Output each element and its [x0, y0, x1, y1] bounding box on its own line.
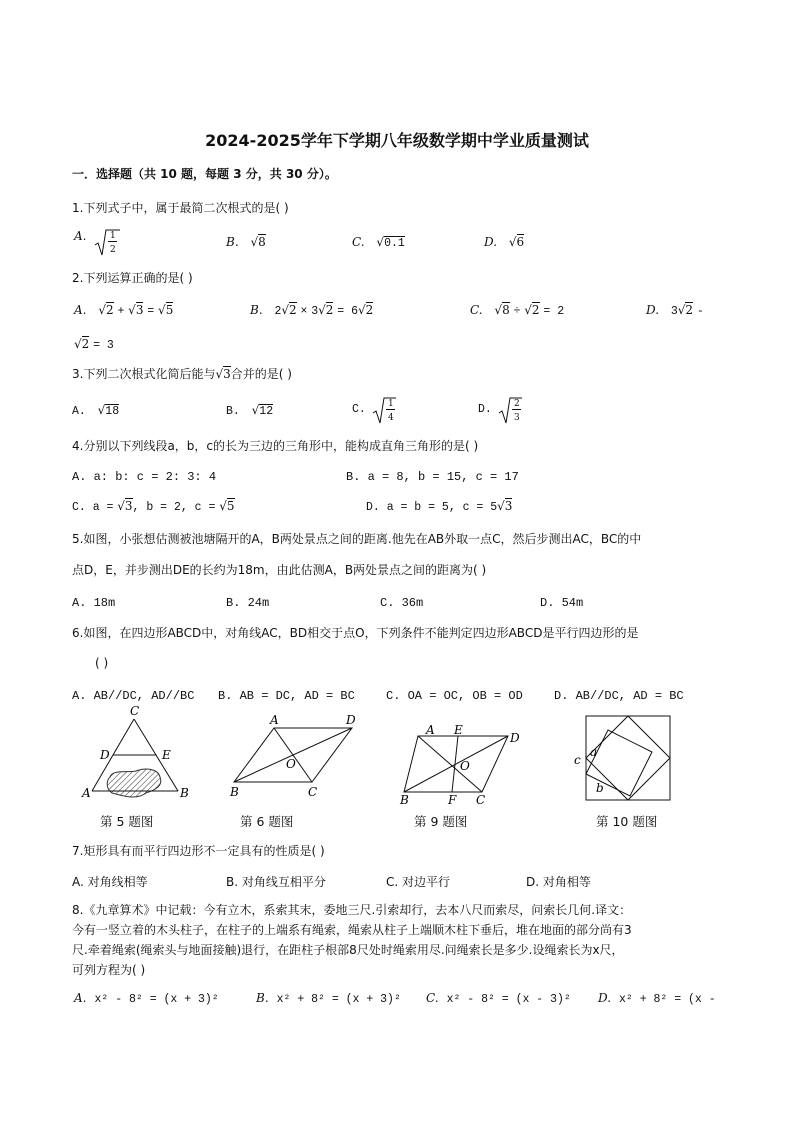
- option-letter: C.: [352, 403, 366, 416]
- figure-q9-caption: 第 9 题图: [414, 814, 468, 829]
- q7-stem: 7.矩形具有而平行四边形不一定具有的性质是( ): [72, 844, 325, 858]
- q5-option-d[interactable]: D. 54m: [540, 596, 584, 610]
- operator: -: [696, 305, 704, 318]
- q8-option-c[interactable]: [426, 990, 571, 1008]
- radicand: 0.1: [384, 237, 405, 250]
- q2-option-d[interactable]: D. 3√2 -: [646, 303, 704, 318]
- q4-option-c[interactable]: C. a = √3, b = 2, c = √5: [72, 499, 235, 514]
- q3-option-b[interactable]: B. √12: [226, 403, 274, 418]
- label-c: C: [476, 793, 486, 807]
- fraction-numerator: 2: [514, 399, 520, 409]
- q1-option-a[interactable]: [74, 228, 116, 255]
- figure-q9-parallelogram: [396, 720, 526, 810]
- label-o: O: [460, 759, 470, 773]
- q8-line-2: 今有一竖立着的木头柱子，在柱子的上端系有绳索，绳索从柱子上端顺木柱下垂后，堆在地面的部分尚有3: [72, 923, 632, 937]
- q6-line-2: ( ): [95, 656, 109, 670]
- figure-q6-parallelogram: [226, 712, 366, 802]
- equation: x² + 8² = (x + 3)²: [276, 993, 401, 1006]
- q1-option-b[interactable]: [226, 234, 266, 250]
- label-e: E: [162, 748, 171, 762]
- fraction-denominator: 3: [514, 413, 520, 423]
- operator: = 3: [93, 339, 114, 352]
- label-c: c: [574, 753, 581, 767]
- coefficient: 3: [311, 305, 319, 318]
- q8-option-a[interactable]: [74, 990, 219, 1008]
- radicand: 2: [81, 337, 90, 351]
- fraction-denominator: 4: [388, 413, 394, 423]
- radicand: 3: [135, 303, 144, 317]
- option-letter: A.: [72, 405, 86, 418]
- q1-stem: 1.下列式子中，属于最简二次根式的是( ): [72, 201, 289, 215]
- q8-line-3: 尺.牵着绳索(绳索头与地面接触)退行，在距柱子根部8尺处时绳索用尽.问绳索长是多少.设绳索长为x尺，: [72, 943, 624, 957]
- label-a: A: [270, 713, 279, 727]
- radicand: 6: [516, 235, 525, 249]
- q8-option-b[interactable]: [256, 990, 401, 1008]
- option-letter: A.: [74, 991, 87, 1005]
- operator: +: [117, 305, 125, 318]
- fraction-numerator: 1: [388, 399, 394, 409]
- radicand: 2: [365, 303, 374, 317]
- option-text: , b = 2, c =: [132, 501, 216, 514]
- label-b: B: [400, 793, 409, 807]
- option-letter: D.: [484, 235, 498, 249]
- q8-line-4: 可列方程为( ): [72, 963, 146, 977]
- option-letter: A.: [74, 229, 87, 243]
- figure-q10-square: [570, 712, 680, 810]
- q4-option-a[interactable]: A. a: b: c = 2: 3: 4: [72, 470, 217, 484]
- label-b: b: [596, 781, 604, 795]
- q6-option-d[interactable]: D. AB//DC, AD = BC: [554, 689, 684, 703]
- option-letter: B.: [226, 405, 240, 418]
- q3-stem: 3.下列二次根式化简后能与√3合并的是( ): [72, 367, 292, 381]
- radical-sign-icon: √: [508, 235, 517, 249]
- q4-option-d[interactable]: D. a = b = 5, c = 5√3: [366, 499, 513, 514]
- radicand: 2: [105, 303, 114, 317]
- option-letter: A.: [74, 303, 87, 317]
- label-d: D: [346, 713, 356, 727]
- stem-text: 3.下列二次根式化简后能与: [72, 367, 216, 381]
- q6-option-b[interactable]: B. AB = DC, AD = BC: [218, 689, 355, 703]
- label-e: E: [454, 723, 463, 737]
- label-d: D: [100, 748, 110, 762]
- option-letter: B.: [250, 303, 263, 317]
- q2-option-a[interactable]: A. √2 + √3 = √5: [74, 303, 174, 318]
- q5-option-b[interactable]: B. 24m: [226, 596, 270, 610]
- figure-q5-caption: 第 5 题图: [100, 814, 154, 829]
- radical-sign-icon: √: [376, 235, 385, 249]
- section-heading: 一．选择题（共 10 题，每题 3 分，共 30 分）。: [72, 167, 337, 181]
- equation: x² - 8² = (x + 3)²: [94, 993, 219, 1006]
- q6-option-a[interactable]: A. AB//DC, AD//BC: [72, 689, 195, 703]
- option-letter: D.: [646, 303, 660, 317]
- q5-option-a[interactable]: A. 18m: [72, 596, 116, 610]
- q6-line-1: 6.如图，在四边形ABCD中，对角线AC，BD相交于点O，下列条件不能判定四边形ABCD是平行四边形的是: [72, 626, 639, 640]
- radicand: 12: [259, 405, 274, 418]
- option-letter: D.: [478, 403, 492, 416]
- stem-text: 合并的是( ): [230, 367, 292, 381]
- q2-option-b[interactable]: B. 2√2 × 3√2 = 6√2: [250, 303, 374, 318]
- coefficient: 2: [274, 305, 282, 318]
- q5-line-2: 点D，E，并步测出DE的长约为18m，由此估测A，B两处景点之间的距离为( ): [72, 563, 487, 577]
- label-b: B: [230, 785, 239, 799]
- q4-option-b[interactable]: B. a = 8, b = 15, c = 17: [346, 470, 519, 484]
- radicand: 2: [531, 303, 540, 317]
- radicand: 5: [165, 303, 174, 317]
- q2-option-d-continued: √2 = 3: [74, 337, 114, 352]
- operator: ×: [300, 305, 308, 318]
- option-letter: C.: [426, 991, 439, 1005]
- option-letter: B.: [226, 235, 239, 249]
- label-a: A: [82, 786, 91, 800]
- option-letter: D.: [598, 991, 612, 1005]
- figure-q10-caption: 第 10 题图: [596, 814, 658, 829]
- radical-sign-icon: [372, 396, 398, 426]
- label-c: C: [130, 704, 140, 718]
- q8-line-1: 8.《九章算术》中记载：今有立木，系索其末，委地三尺.引索却行，去本八尺而索尽，问索长几何.译文：: [72, 903, 632, 917]
- q7-option-d[interactable]: D. 对角相等: [526, 875, 591, 889]
- q3-option-a[interactable]: A. √18: [72, 403, 120, 418]
- radicand: 8: [258, 235, 266, 249]
- option-text: D. a = b = 5, c = 5: [366, 501, 498, 514]
- q7-option-a[interactable]: A. 对角线相等: [72, 875, 148, 889]
- radicand: 5: [226, 499, 235, 513]
- q8-option-d[interactable]: [598, 990, 716, 1008]
- radicand: 2: [289, 303, 297, 317]
- option-letter: C.: [470, 303, 483, 317]
- radical-sign-icon: √: [250, 235, 259, 249]
- radicand: 2: [325, 303, 334, 317]
- q5-option-c[interactable]: C. 36m: [380, 596, 424, 610]
- label-o: O: [286, 757, 296, 771]
- q7-option-b[interactable]: B. 对角线互相平分: [226, 875, 326, 889]
- q2-stem: 2.下列运算正确的是( ): [72, 271, 193, 285]
- operator: ÷: [513, 305, 521, 318]
- coefficient: 3: [670, 305, 678, 318]
- radicand: 8: [502, 303, 510, 317]
- equation: x² + 8² = (x -: [619, 993, 716, 1006]
- option-letter: B.: [256, 991, 269, 1005]
- q1-option-d[interactable]: [484, 234, 524, 250]
- page-title: 2024-2025学年下学期八年级数学期中学业质量测试: [205, 131, 589, 150]
- fraction-denominator: 2: [110, 245, 116, 255]
- radical-sign-icon: [498, 396, 524, 426]
- figure-q6-caption: 第 6 题图: [240, 814, 294, 829]
- equation: x² - 8² = (x - 3)²: [446, 993, 571, 1006]
- radicand: 3: [124, 499, 133, 513]
- operator: = 2: [543, 305, 565, 318]
- label-f: F: [448, 793, 457, 807]
- radicand: 3: [223, 367, 231, 381]
- q5-line-1: 5.如图，小张想估测被池塘隔开的A，B两处景点之间的距离.他先在AB外取一点C，然后步测出AC，BC的中: [72, 532, 642, 546]
- option-text: C. a =: [72, 501, 114, 514]
- q4-stem: 4.分别以下列线段a，b，c的长为三边的三角形中，能构成直角三角形的是( ): [72, 439, 479, 453]
- q6-option-c[interactable]: C. OA = OC, OB = OD: [386, 689, 523, 703]
- radicand: 2: [685, 303, 694, 317]
- q2-option-c[interactable]: C. √8 ÷ √2 = 2: [470, 303, 565, 318]
- label-a: A: [426, 723, 435, 737]
- label-d: D: [510, 731, 520, 745]
- q7-option-c[interactable]: C. 对边平行: [386, 875, 451, 889]
- option-letter: C.: [352, 235, 365, 249]
- figure-q5-triangle: [80, 705, 200, 810]
- label-c: C: [308, 785, 318, 799]
- operator: = 6: [337, 305, 358, 318]
- label-b: B: [180, 786, 189, 800]
- radicand: 18: [105, 405, 120, 418]
- operator: =: [147, 305, 155, 318]
- label-a: a: [590, 745, 598, 759]
- radical-sign-icon: [94, 228, 120, 258]
- q1-option-c[interactable]: [352, 234, 405, 252]
- fraction-numerator: 1: [110, 231, 116, 241]
- radicand: 3: [504, 499, 513, 513]
